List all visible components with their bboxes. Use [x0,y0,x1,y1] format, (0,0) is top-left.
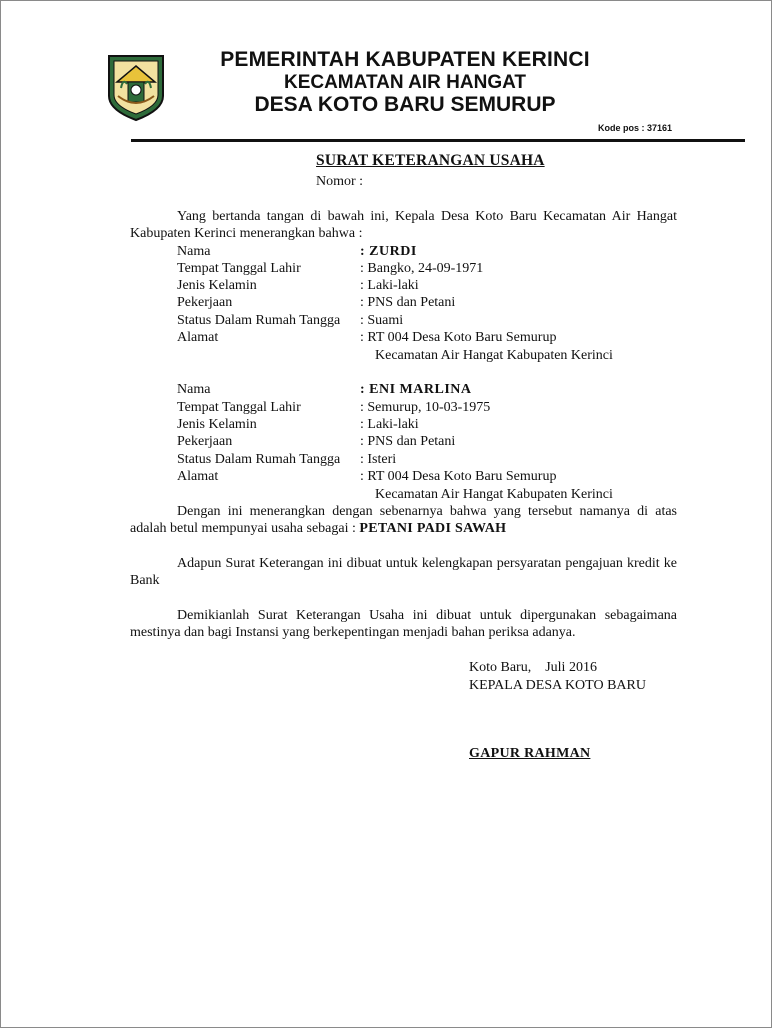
statement-text: Dengan ini menerangkan dengan sebenarnya bahwa yang tersebut namanya di atas adalah betul mempunyai usaha sebagai : [130,504,677,537]
regency-emblem-icon [103,52,169,122]
intro-paragraph: Yang bertanda tangan di bawah ini, Kepala Desa Koto Baru Kecamatan Air Hangat Kabupaten Kerinci menerangkan bahwa : [130,209,677,242]
field-label: Jenis Kelamin [177,417,257,432]
field-label: Alamat [177,330,219,345]
letter-number: Nomor : [316,174,364,189]
field-label: Nama [177,382,211,397]
person1-address-line2: Kecamatan Air Hangat Kabupaten Kerinci [375,348,613,363]
field-label: Alamat [177,469,219,484]
purpose-paragraph: Adapun Surat Keterangan ini dibuat untuk kelengkapan persyaratan pengajuan kredit ke Bank [130,556,677,589]
field-label: Status Dalam Rumah Tangga [177,452,341,467]
letter-title: SURAT KETERANGAN USAHA [316,152,545,169]
field-value: : Laki-laki [360,278,419,293]
field-label: Nama [177,244,211,259]
statement-paragraph [130,503,677,538]
postal-code: Kode pos : 37161 [598,123,673,133]
person2-birth-row [177,399,490,416]
field-value: : PNS dan Petani [360,434,456,449]
letterhead-rule [131,139,745,142]
person1-name-row [177,243,417,260]
person2-name-row [177,381,472,398]
person1-status-row [177,312,403,329]
field-value: : RT 004 Desa Koto Baru Semurup [360,469,557,484]
field-value: : Isteri [360,452,397,467]
field-value: : Suami [360,313,404,328]
field-label: Tempat Tanggal Lahir [177,261,301,276]
field-label: Jenis Kelamin [177,278,257,293]
field-label: Status Dalam Rumah Tangga [177,313,341,328]
field-value: : PNS dan Petani [360,295,456,310]
signature-position: KEPALA DESA KOTO BARU [469,678,646,693]
person2-address-line2: Kecamatan Air Hangat Kabupaten Kerinci [375,487,613,502]
person1-gender-row [177,277,419,294]
person1-job-row [177,294,455,311]
letterhead-government: PEMERINTAH KABUPATEN KERINCI [220,48,590,71]
signature-place-date: Koto Baru, Juli 2016 [469,660,597,675]
business-type: PETANI PADI SAWAH [359,521,507,537]
person1-birth-row [177,260,483,277]
letterhead [170,48,640,117]
field-label: Pekerjaan [177,295,233,310]
field-value: : ZURDI [360,244,417,259]
field-value: : Semurup, 10-03-1975 [360,400,491,415]
person1-address-row [177,329,556,346]
field-label: Tempat Tanggal Lahir [177,400,301,415]
person2-gender-row [177,416,419,433]
field-value: : RT 004 Desa Koto Baru Semurup [360,330,557,345]
signature-name: GAPUR RAHMAN [469,746,591,761]
field-value: : Laki-laki [360,417,419,432]
closing-paragraph: Demikianlah Surat Keterangan Usaha ini dibuat untuk dipergunakan sebagaimana mestinya dan bagi Instansi yang berkepentingan menjadi bahan periksa adanya. [130,608,677,641]
letterhead-district: KECAMATAN AIR HANGAT [283,72,527,93]
person2-address-row [177,468,556,485]
field-label: Pekerjaan [177,434,233,449]
field-value: : Bangko, 24-09-1971 [360,261,484,276]
person2-job-row [177,433,455,450]
field-value: : ENI MARLINA [360,382,472,397]
letterhead-village: DESA KOTO BARU SEMURUP [254,93,556,116]
person2-status-row [177,451,396,468]
